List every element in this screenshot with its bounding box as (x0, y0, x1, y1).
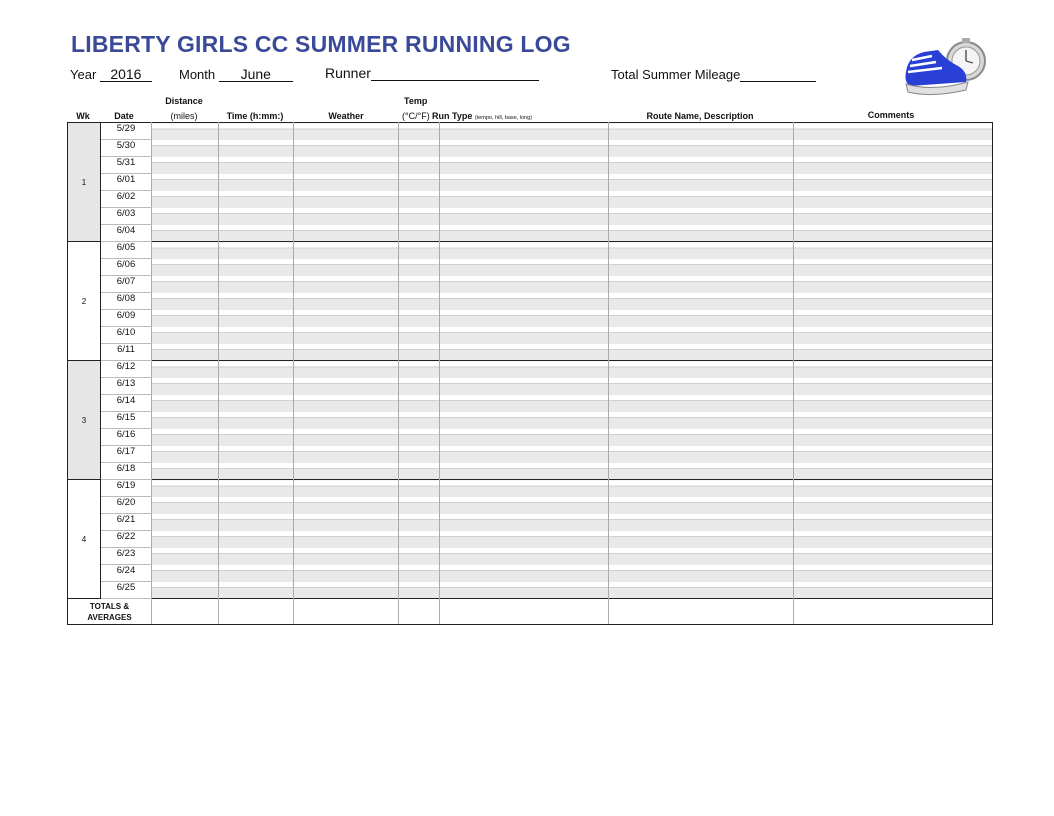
comments-cell[interactable] (794, 259, 993, 276)
header-weather: Weather (328, 111, 364, 121)
run-type-cell[interactable] (440, 412, 609, 429)
date-cell: 5/31 (101, 157, 152, 174)
temp-cell[interactable] (399, 582, 440, 599)
header-run-type-label: Run Type (432, 111, 473, 121)
weather-cell[interactable] (294, 548, 399, 565)
comments-cell[interactable] (794, 208, 993, 225)
temp-cell[interactable] (399, 123, 440, 140)
total-temp-cell[interactable] (399, 599, 440, 625)
temp-cell[interactable] (399, 514, 440, 531)
temp-cell[interactable] (399, 344, 440, 361)
table-row (68, 174, 993, 191)
distance-cell[interactable] (152, 225, 219, 242)
weather-cell[interactable] (294, 123, 399, 140)
run-type-cell[interactable] (440, 565, 609, 582)
weather-cell[interactable] (294, 378, 399, 395)
run-type-cell[interactable] (440, 157, 609, 174)
table-row (68, 344, 993, 361)
weather-cell[interactable] (294, 293, 399, 310)
run-type-cell[interactable] (440, 497, 609, 514)
distance-cell[interactable] (152, 293, 219, 310)
time-cell[interactable] (219, 378, 294, 395)
run-type-cell[interactable] (440, 123, 609, 140)
route-cell[interactable] (609, 242, 794, 259)
total-time-cell[interactable] (219, 599, 294, 625)
date-cell: 6/07 (101, 276, 152, 293)
run-type-cell[interactable] (440, 361, 609, 378)
weather-cell[interactable] (294, 174, 399, 191)
week-number: 2 (68, 242, 101, 361)
comments-cell[interactable] (794, 412, 993, 429)
runner-field (325, 65, 539, 81)
date-cell: 6/11 (101, 344, 152, 361)
distance-cell[interactable] (152, 582, 219, 599)
table-row (68, 361, 993, 378)
week-number: 3 (68, 361, 101, 480)
running-shoe-stopwatch-icon (902, 36, 992, 106)
weather-cell[interactable] (294, 208, 399, 225)
date-cell: 6/10 (101, 327, 152, 344)
comments-cell[interactable] (794, 497, 993, 514)
header-date: Date (114, 111, 134, 121)
time-cell[interactable] (219, 225, 294, 242)
route-cell[interactable] (609, 429, 794, 446)
time-cell[interactable] (219, 327, 294, 344)
weather-cell[interactable] (294, 310, 399, 327)
page-title: LIBERTY GIRLS CC SUMMER RUNNING LOG (71, 31, 571, 57)
time-cell[interactable] (219, 463, 294, 480)
distance-cell[interactable] (152, 531, 219, 548)
date-cell: 6/01 (101, 174, 152, 191)
route-cell[interactable] (609, 565, 794, 582)
run-type-cell[interactable] (440, 276, 609, 293)
distance-cell[interactable] (152, 412, 219, 429)
weather-cell[interactable] (294, 327, 399, 344)
date-cell: 5/30 (101, 140, 152, 157)
comments-cell[interactable] (794, 157, 993, 174)
temp-cell[interactable] (399, 174, 440, 191)
comments-cell[interactable] (794, 242, 993, 259)
total-weather-cell[interactable] (294, 599, 399, 625)
weather-cell[interactable] (294, 225, 399, 242)
run-type-cell[interactable] (440, 395, 609, 412)
date-cell: 6/02 (101, 191, 152, 208)
table-row (68, 140, 993, 157)
date-cell: 6/09 (101, 310, 152, 327)
time-cell[interactable] (219, 310, 294, 327)
header-run-type (432, 111, 532, 121)
temp-cell[interactable] (399, 378, 440, 395)
route-cell[interactable] (609, 174, 794, 191)
temp-cell[interactable] (399, 548, 440, 565)
time-cell[interactable] (219, 242, 294, 259)
comments-cell[interactable] (794, 276, 993, 293)
distance-cell[interactable] (152, 259, 219, 276)
distance-cell[interactable] (152, 378, 219, 395)
weather-cell[interactable] (294, 157, 399, 174)
route-cell[interactable] (609, 123, 794, 140)
route-cell[interactable] (609, 531, 794, 548)
time-cell[interactable] (219, 514, 294, 531)
comments-cell[interactable] (794, 361, 993, 378)
route-cell[interactable] (609, 208, 794, 225)
weather-cell[interactable] (294, 344, 399, 361)
route-cell[interactable] (609, 412, 794, 429)
weather-cell[interactable] (294, 191, 399, 208)
run-type-cell[interactable] (440, 531, 609, 548)
run-type-cell[interactable] (440, 582, 609, 599)
route-cell[interactable] (609, 276, 794, 293)
run-type-cell[interactable] (440, 446, 609, 463)
table-row (68, 548, 993, 565)
route-cell[interactable] (609, 497, 794, 514)
date-cell: 6/12 (101, 361, 152, 378)
time-cell[interactable] (219, 174, 294, 191)
route-cell[interactable] (609, 361, 794, 378)
runner-label: Runner (325, 65, 371, 81)
route-cell[interactable] (609, 344, 794, 361)
table-row (68, 582, 993, 599)
header-wk: Wk (76, 111, 90, 121)
temp-cell[interactable] (399, 225, 440, 242)
route-cell[interactable] (609, 225, 794, 242)
temp-cell[interactable] (399, 293, 440, 310)
route-cell[interactable] (609, 463, 794, 480)
distance-cell[interactable] (152, 361, 219, 378)
table-row (68, 208, 993, 225)
table-row (68, 514, 993, 531)
distance-cell[interactable] (152, 446, 219, 463)
temp-cell[interactable] (399, 565, 440, 582)
run-type-cell[interactable] (440, 463, 609, 480)
temp-cell[interactable] (399, 480, 440, 497)
run-type-cell[interactable] (440, 548, 609, 565)
temp-cell[interactable] (399, 429, 440, 446)
distance-cell[interactable] (152, 310, 219, 327)
mileage-input[interactable] (740, 66, 816, 82)
date-cell: 6/15 (101, 412, 152, 429)
header-route: Route Name, Description (646, 111, 754, 121)
run-type-cell[interactable] (440, 140, 609, 157)
distance-cell[interactable] (152, 174, 219, 191)
weather-cell[interactable] (294, 531, 399, 548)
time-cell[interactable] (219, 565, 294, 582)
distance-cell[interactable] (152, 140, 219, 157)
header-comments: Comments (867, 110, 915, 120)
total-distance-cell[interactable] (152, 599, 219, 625)
time-cell[interactable] (219, 395, 294, 412)
time-cell[interactable] (219, 361, 294, 378)
weather-cell[interactable] (294, 565, 399, 582)
distance-cell[interactable] (152, 276, 219, 293)
distance-cell[interactable] (152, 497, 219, 514)
weather-cell[interactable] (294, 140, 399, 157)
run-type-cell[interactable] (440, 344, 609, 361)
time-cell[interactable] (219, 157, 294, 174)
comments-cell[interactable] (794, 531, 993, 548)
table-row (68, 123, 993, 140)
comments-cell[interactable] (794, 480, 993, 497)
distance-cell[interactable] (152, 514, 219, 531)
route-cell[interactable] (609, 480, 794, 497)
date-cell: 6/22 (101, 531, 152, 548)
time-cell[interactable] (219, 259, 294, 276)
run-type-cell[interactable] (440, 480, 609, 497)
distance-cell[interactable] (152, 565, 219, 582)
distance-cell[interactable] (152, 429, 219, 446)
time-cell[interactable] (219, 208, 294, 225)
table-row (68, 480, 993, 497)
time-cell[interactable] (219, 344, 294, 361)
distance-cell[interactable] (152, 191, 219, 208)
run-type-cell[interactable] (440, 293, 609, 310)
time-cell[interactable] (219, 446, 294, 463)
table-row (68, 497, 993, 514)
temp-cell[interactable] (399, 276, 440, 293)
weather-cell[interactable] (294, 463, 399, 480)
distance-cell[interactable] (152, 123, 219, 140)
table-row (68, 310, 993, 327)
comments-cell[interactable] (794, 191, 993, 208)
date-cell: 6/14 (101, 395, 152, 412)
temp-cell[interactable] (399, 531, 440, 548)
route-cell[interactable] (609, 582, 794, 599)
weather-cell[interactable] (294, 412, 399, 429)
run-type-cell[interactable] (440, 242, 609, 259)
run-type-cell[interactable] (440, 208, 609, 225)
distance-cell[interactable] (152, 208, 219, 225)
run-type-cell[interactable] (440, 310, 609, 327)
temp-cell[interactable] (399, 327, 440, 344)
time-cell[interactable] (219, 276, 294, 293)
route-cell[interactable] (609, 140, 794, 157)
route-cell[interactable] (609, 395, 794, 412)
comments-cell[interactable] (794, 378, 993, 395)
date-cell: 6/16 (101, 429, 152, 446)
time-cell[interactable] (219, 293, 294, 310)
route-cell[interactable] (609, 548, 794, 565)
run-type-cell[interactable] (440, 429, 609, 446)
weather-cell[interactable] (294, 242, 399, 259)
route-cell[interactable] (609, 293, 794, 310)
mileage-field (611, 66, 816, 82)
week-number: 1 (68, 123, 101, 242)
comments-cell[interactable] (794, 225, 993, 242)
runner-input[interactable] (371, 65, 539, 81)
run-type-cell[interactable] (440, 191, 609, 208)
temp-cell[interactable] (399, 310, 440, 327)
date-cell: 6/04 (101, 225, 152, 242)
temp-cell[interactable] (399, 140, 440, 157)
table-row (68, 378, 993, 395)
date-cell: 6/03 (101, 208, 152, 225)
date-cell: 6/19 (101, 480, 152, 497)
table-row (68, 531, 993, 548)
date-cell: 6/18 (101, 463, 152, 480)
distance-cell[interactable] (152, 548, 219, 565)
distance-cell[interactable] (152, 157, 219, 174)
time-cell[interactable] (219, 191, 294, 208)
temp-cell[interactable] (399, 463, 440, 480)
month-input[interactable]: June (219, 66, 293, 82)
comments-cell[interactable] (794, 293, 993, 310)
time-cell[interactable] (219, 548, 294, 565)
weather-cell[interactable] (294, 429, 399, 446)
weather-cell[interactable] (294, 514, 399, 531)
table-row (68, 157, 993, 174)
route-cell[interactable] (609, 514, 794, 531)
comments-cell[interactable] (794, 429, 993, 446)
temp-cell[interactable] (399, 412, 440, 429)
temp-cell[interactable] (399, 208, 440, 225)
time-cell[interactable] (219, 123, 294, 140)
weather-cell[interactable] (294, 446, 399, 463)
running-log-table (67, 122, 993, 625)
date-cell: 6/17 (101, 446, 152, 463)
comments-cell[interactable] (794, 344, 993, 361)
comments-cell[interactable] (794, 463, 993, 480)
comments-cell[interactable] (794, 565, 993, 582)
route-cell[interactable] (609, 446, 794, 463)
temp-cell[interactable] (399, 157, 440, 174)
year-label: Year (70, 67, 97, 82)
table-row (68, 429, 993, 446)
date-cell: 5/29 (101, 123, 152, 140)
distance-cell[interactable] (152, 480, 219, 497)
time-cell[interactable] (219, 497, 294, 514)
table-row (68, 565, 993, 582)
date-cell: 6/20 (101, 497, 152, 514)
time-cell[interactable] (219, 582, 294, 599)
distance-cell[interactable] (152, 327, 219, 344)
temp-cell[interactable] (399, 446, 440, 463)
month-label: Month (179, 67, 216, 82)
date-cell: 6/24 (101, 565, 152, 582)
weather-cell[interactable] (294, 497, 399, 514)
weather-cell[interactable] (294, 480, 399, 497)
comments-cell[interactable] (794, 514, 993, 531)
route-cell[interactable] (609, 259, 794, 276)
comments-cell[interactable] (794, 548, 993, 565)
temp-cell[interactable] (399, 259, 440, 276)
header-distance-unit: (miles) (170, 111, 198, 121)
total-route-cell[interactable] (609, 599, 794, 625)
time-cell[interactable] (219, 412, 294, 429)
mileage-label: Total Summer Mileage (611, 67, 741, 82)
run-type-cell[interactable] (440, 514, 609, 531)
header-temp-unit: (°C/°F) (402, 111, 430, 121)
date-cell: 6/23 (101, 548, 152, 565)
weather-cell[interactable] (294, 361, 399, 378)
time-cell[interactable] (219, 140, 294, 157)
table-row (68, 412, 993, 429)
comments-cell[interactable] (794, 123, 993, 140)
table-row (68, 225, 993, 242)
comments-cell[interactable] (794, 327, 993, 344)
date-cell: 6/05 (101, 242, 152, 259)
temp-cell[interactable] (399, 395, 440, 412)
time-cell[interactable] (219, 429, 294, 446)
run-type-cell[interactable] (440, 174, 609, 191)
route-cell[interactable] (609, 157, 794, 174)
table-row (68, 242, 993, 259)
month-field (179, 66, 293, 82)
weather-cell[interactable] (294, 259, 399, 276)
weather-cell[interactable] (294, 395, 399, 412)
header-distance: Distance (165, 96, 203, 106)
run-type-cell[interactable] (440, 225, 609, 242)
distance-cell[interactable] (152, 242, 219, 259)
header-temp: Temp (404, 96, 428, 106)
route-cell[interactable] (609, 378, 794, 395)
table-row (68, 395, 993, 412)
table-row (68, 293, 993, 310)
route-cell[interactable] (609, 327, 794, 344)
distance-cell[interactable] (152, 463, 219, 480)
temp-cell[interactable] (399, 242, 440, 259)
total-run-type-cell[interactable] (440, 599, 609, 625)
temp-cell[interactable] (399, 497, 440, 514)
date-cell: 6/13 (101, 378, 152, 395)
date-cell: 6/21 (101, 514, 152, 531)
temp-cell[interactable] (399, 191, 440, 208)
time-cell[interactable] (219, 531, 294, 548)
year-input[interactable]: 2016 (100, 66, 152, 82)
header-time: Time (h:mm:) (226, 111, 284, 121)
weather-cell[interactable] (294, 582, 399, 599)
run-type-cell[interactable] (440, 378, 609, 395)
distance-cell[interactable] (152, 395, 219, 412)
run-type-cell[interactable] (440, 259, 609, 276)
total-comments-cell[interactable] (794, 599, 993, 625)
comments-cell[interactable] (794, 395, 993, 412)
time-cell[interactable] (219, 480, 294, 497)
comments-cell[interactable] (794, 140, 993, 157)
distance-cell[interactable] (152, 344, 219, 361)
date-cell: 6/25 (101, 582, 152, 599)
temp-cell[interactable] (399, 361, 440, 378)
table-row (68, 446, 993, 463)
date-cell: 6/08 (101, 293, 152, 310)
weather-cell[interactable] (294, 276, 399, 293)
comments-cell[interactable] (794, 446, 993, 463)
totals-row (68, 599, 993, 625)
year-field (70, 66, 152, 82)
route-cell[interactable] (609, 310, 794, 327)
date-cell: 6/06 (101, 259, 152, 276)
comments-cell[interactable] (794, 310, 993, 327)
week-number: 4 (68, 480, 101, 599)
table-row (68, 259, 993, 276)
table-row (68, 191, 993, 208)
comments-cell[interactable] (794, 582, 993, 599)
comments-cell[interactable] (794, 174, 993, 191)
table-row (68, 276, 993, 293)
header-run-type-hint: (tempo, hill, base, long) (474, 115, 533, 121)
run-type-cell[interactable] (440, 327, 609, 344)
route-cell[interactable] (609, 191, 794, 208)
table-row (68, 327, 993, 344)
table-row (68, 463, 993, 480)
totals-label: TOTALS & AVERAGES (68, 599, 152, 625)
